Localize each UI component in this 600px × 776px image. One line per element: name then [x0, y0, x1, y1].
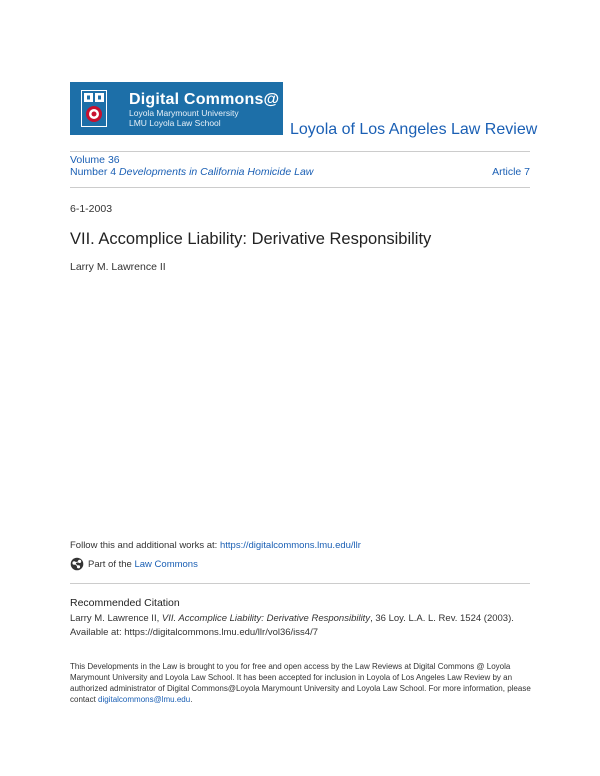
follow-line [70, 540, 361, 551]
part-of-line [70, 557, 198, 571]
citation-author: Larry M. Lawrence II, [70, 613, 162, 624]
logo-line-2: LMU Loyola Law School [129, 117, 221, 128]
logo-title: Digital Commons@ [129, 91, 280, 108]
journal-title-link[interactable]: Loyola of Los Angeles Law Review [290, 121, 538, 138]
part-of-prefix: Part of the [88, 558, 135, 570]
divider [70, 187, 530, 188]
lmu-seal-icon [81, 90, 107, 127]
digital-commons-logo[interactable] [70, 82, 283, 135]
publication-date: 6-1-2003 [70, 203, 113, 215]
logo-subtitle [129, 109, 239, 128]
recommended-citation [70, 612, 532, 640]
citation-available: Available at: https://digitalcommons.lmu.edu/llr/vol36/iss4/7 [70, 627, 319, 638]
issue-link[interactable] [70, 167, 330, 179]
recommended-citation-heading: Recommended Citation [70, 597, 180, 609]
article-link[interactable]: Article 7 [492, 166, 530, 178]
access-notice-end: . [190, 695, 193, 704]
network-icon [70, 557, 84, 571]
follow-text: Follow this and additional works at: [70, 540, 220, 551]
contact-email-link[interactable]: digitalcommons@lmu.edu [98, 695, 191, 704]
volume-link[interactable]: Volume 36 [70, 154, 120, 166]
follow-link[interactable]: https://digitalcommons.lmu.edu/llr [219, 540, 361, 551]
author-name: Larry M. Lawrence II [70, 261, 166, 273]
access-notice [70, 661, 532, 705]
citation-source: , 36 Loy. L.A. L. Rev. 1524 (2003). [370, 613, 514, 624]
access-notice-text: This Developments in the Law is brought to you for free and open access by the Law Reviews at Digital Commons @ Loyola Marymount University and Loyola Law School. It has been accepted for inclusion in Loyola of Los Angeles Law Review by an authorized administrator of Digital Commons@Loyola Marymount University and Loyola Law School. For more information, please contact [70, 662, 531, 704]
issue-meta [70, 155, 330, 178]
issue-title: Developments in California Homicide Law [119, 165, 314, 178]
divider [70, 583, 530, 584]
citation-title: VII. Accomplice Liability: Derivative Responsibility [161, 613, 371, 624]
law-commons-link[interactable]: Law Commons [134, 558, 198, 570]
divider [70, 151, 530, 152]
issue-number: Number 4 [70, 165, 117, 178]
article-title: VII. Accomplice Liability: Derivative Responsibility [70, 230, 432, 248]
logo-line-1: Loyola Marymount University [129, 108, 239, 118]
